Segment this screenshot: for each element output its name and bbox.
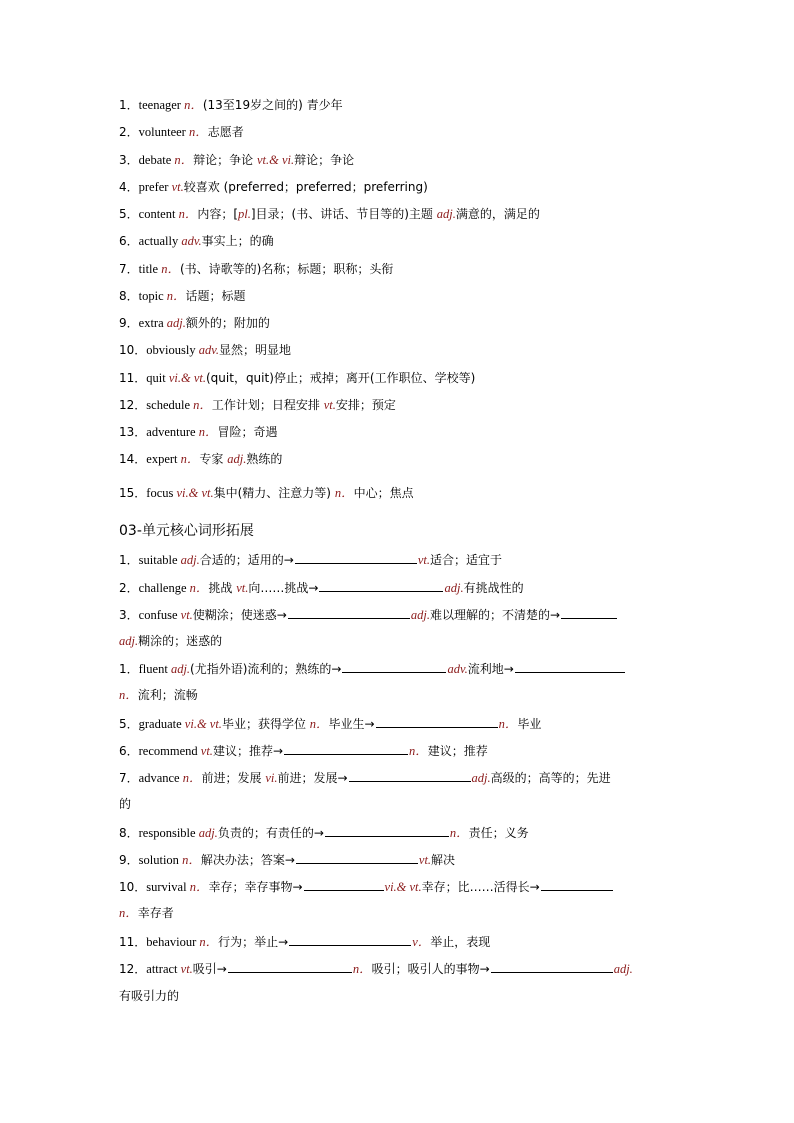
vocab-word: quit xyxy=(146,371,166,385)
definition: ]目录；(书、讲话、节目等的)主题 xyxy=(250,207,437,221)
definition: 挑战 xyxy=(208,581,237,595)
item-number: 6． xyxy=(119,234,139,248)
section-heading: 03-单元核心词形拓展 xyxy=(119,523,254,539)
item-number: 12． xyxy=(119,398,147,412)
item-number: 1． xyxy=(119,662,139,676)
part-of-speech: adj. xyxy=(177,553,200,567)
item-number: 11． xyxy=(119,935,147,949)
definition: 话题；标题 xyxy=(185,289,246,303)
vocab-item-actually xyxy=(119,233,274,249)
vocab-word: content xyxy=(138,207,176,221)
expansion-item-advance xyxy=(119,769,611,786)
expansion-item-survival-cont xyxy=(119,905,174,921)
answer-blank[interactable] xyxy=(515,660,625,673)
part-of-speech: pl. xyxy=(238,207,251,221)
vocab-word: challenge xyxy=(138,581,187,595)
part-of-speech: vt.& vi. xyxy=(256,153,295,167)
part-of-speech: n． xyxy=(119,906,138,920)
part-of-speech: n． xyxy=(186,880,209,894)
item-number: 5． xyxy=(119,717,139,731)
expansion-item-responsible xyxy=(119,824,529,841)
part-of-speech: adj. xyxy=(195,826,218,840)
answer-blank[interactable] xyxy=(288,606,410,619)
part-of-speech: vi.& vt. xyxy=(173,486,214,500)
part-of-speech: n． xyxy=(185,125,208,139)
part-of-speech: n． xyxy=(177,452,200,466)
part-of-speech: n． xyxy=(190,398,212,412)
vocab-word: behaviour xyxy=(146,935,197,949)
definition: 志愿者 xyxy=(207,125,244,139)
definition: 流利；流畅 xyxy=(137,688,198,702)
part-of-speech: vt. xyxy=(418,853,432,867)
part-of-speech: n． xyxy=(334,486,354,500)
definition: (尤指外语)流利的；熟练的→ xyxy=(190,662,342,676)
part-of-speech: adv. xyxy=(178,234,202,248)
answer-blank[interactable] xyxy=(349,769,471,782)
vocab-word: expert xyxy=(146,452,178,466)
expansion-item-survival xyxy=(119,878,614,895)
vocab-word: volunteer xyxy=(138,125,186,139)
item-number: 6． xyxy=(119,744,139,758)
item-number: 8． xyxy=(119,826,139,840)
item-number: 10． xyxy=(119,343,147,357)
vocab-word: teenager xyxy=(138,98,181,112)
item-number: 2． xyxy=(119,125,139,139)
definition: 集中(精力、注意力等) xyxy=(213,486,335,500)
definition: 幸存者 xyxy=(137,906,174,920)
part-of-speech: n． xyxy=(180,98,203,112)
part-of-speech: n． xyxy=(163,289,186,303)
part-of-speech: n． xyxy=(449,826,469,840)
vocab-word: confuse xyxy=(138,608,178,622)
definition: 辩论；争论 xyxy=(294,153,355,167)
definition: 事实上；的确 xyxy=(201,234,274,248)
item-number: 14． xyxy=(119,452,147,466)
part-of-speech: vi.& vt. xyxy=(181,717,222,731)
part-of-speech: n． xyxy=(196,935,219,949)
definition: 显然；明显地 xyxy=(218,343,291,357)
item-number: 10． xyxy=(119,880,147,894)
item-number: 4． xyxy=(119,180,139,194)
part-of-speech: adj. xyxy=(410,608,430,622)
vocab-item-prefer xyxy=(119,179,428,195)
item-number: 3． xyxy=(119,153,139,167)
vocab-word: actually xyxy=(138,234,179,248)
vocab-word: prefer xyxy=(138,180,169,194)
item-number: 5． xyxy=(119,207,139,221)
part-of-speech: vi.& vt. xyxy=(165,371,206,385)
vocab-word: title xyxy=(138,262,159,276)
definition: 安排；预定 xyxy=(335,398,396,412)
item-number: 8． xyxy=(119,289,139,303)
definition: 向……挑战→ xyxy=(248,581,319,595)
item-number: 7． xyxy=(119,262,139,276)
vocab-word: responsible xyxy=(138,826,196,840)
vocab-item-focus xyxy=(119,485,414,501)
part-of-speech: n． xyxy=(178,853,201,867)
definition: (13至19岁之间的) 青少年 xyxy=(202,98,343,112)
part-of-speech: v． xyxy=(412,935,431,949)
definition: 解决 xyxy=(431,853,456,867)
definition: 的 xyxy=(119,797,132,811)
definition: 中心；焦点 xyxy=(353,486,414,500)
definition: (quit，quit)停止；戒掉；离开(工作职位、学校等) xyxy=(206,371,476,385)
definition: 负责的；有责任的→ xyxy=(217,826,324,840)
definition: 高级的；高等的；先进 xyxy=(490,771,611,785)
part-of-speech: adj. xyxy=(444,581,464,595)
part-of-speech: n． xyxy=(119,688,138,702)
definition: 流利地→ xyxy=(467,662,514,676)
vocab-word: extra xyxy=(138,316,164,330)
definition: 熟练的 xyxy=(246,452,283,466)
vocab-item-quit xyxy=(119,370,475,386)
answer-blank[interactable] xyxy=(541,878,613,891)
part-of-speech: adj. xyxy=(613,962,633,976)
definition: 吸引→ xyxy=(192,962,227,976)
vocab-item-volunteer xyxy=(119,124,244,140)
answer-blank[interactable] xyxy=(304,878,384,891)
item-number: 9． xyxy=(119,853,139,867)
vocab-word: focus xyxy=(146,486,174,500)
answer-blank[interactable] xyxy=(295,551,417,564)
vocab-word: debate xyxy=(138,153,172,167)
vocab-item-schedule xyxy=(119,397,396,413)
vocab-word: advance xyxy=(138,771,180,785)
part-of-speech: adv. xyxy=(447,662,468,676)
vocab-word: topic xyxy=(138,289,164,303)
vocab-word: fluent xyxy=(138,662,168,676)
definition: 难以理解的；不清楚的→ xyxy=(429,608,561,622)
part-of-speech: vt. xyxy=(323,398,336,412)
definition: (书、诗歌等的)名称；标题；职称；头衔 xyxy=(179,262,394,276)
expansion-item-challenge xyxy=(119,579,524,596)
vocab-item-content xyxy=(119,206,540,222)
part-of-speech: n． xyxy=(195,425,218,439)
part-of-speech: vt. xyxy=(417,553,430,567)
part-of-speech: n． xyxy=(158,262,180,276)
vocab-word: attract xyxy=(146,962,178,976)
part-of-speech: n． xyxy=(352,962,372,976)
vocab-item-debate xyxy=(119,152,354,168)
expansion-item-attract-cont xyxy=(119,988,179,1004)
expansion-item-fluent xyxy=(119,660,626,677)
answer-blank[interactable] xyxy=(561,606,617,619)
expansion-item-confuse-cont xyxy=(119,633,222,649)
answer-blank[interactable] xyxy=(491,960,613,973)
expansion-item-recommend xyxy=(119,742,488,759)
definition: 幸存；幸存事物→ xyxy=(208,880,303,894)
vocab-item-adventure xyxy=(119,424,277,440)
item-number: 12． xyxy=(119,962,147,976)
expansion-item-attract xyxy=(119,960,633,977)
item-number: 1． xyxy=(119,98,139,112)
expansion-item-fluent-cont xyxy=(119,687,198,703)
vocab-item-expert xyxy=(119,451,282,467)
expansion-item-graduate xyxy=(119,715,541,732)
answer-blank[interactable] xyxy=(289,933,411,946)
definition: 毕业生→ xyxy=(328,717,375,731)
part-of-speech: vi. xyxy=(265,771,278,785)
definition: 建议；推荐 xyxy=(427,744,488,758)
vocab-item-title xyxy=(119,261,393,277)
definition: 适合；适宜于 xyxy=(429,553,502,567)
expansion-item-advance-cont xyxy=(119,796,131,812)
answer-blank[interactable] xyxy=(228,960,352,973)
definition: 较喜欢 (preferred；preferred；preferring) xyxy=(183,180,428,194)
definition: 幸存；比……活得长→ xyxy=(421,880,540,894)
part-of-speech: n． xyxy=(179,771,202,785)
definition: 糊涂的；迷惑的 xyxy=(138,634,223,648)
expansion-item-solution xyxy=(119,851,455,868)
part-of-speech: adj. xyxy=(436,207,456,221)
definition: 毕业；获得学位 xyxy=(221,717,310,731)
part-of-speech: n． xyxy=(186,581,209,595)
answer-blank[interactable] xyxy=(319,579,443,592)
expansion-item-confuse xyxy=(119,606,618,623)
vocab-item-teenager xyxy=(119,97,343,113)
vocab-item-obviously xyxy=(119,342,291,358)
expansion-item-behaviour xyxy=(119,933,490,950)
definition: 毕业 xyxy=(517,717,542,731)
part-of-speech: adj. xyxy=(471,771,491,785)
item-number: 7． xyxy=(119,771,139,785)
expansion-item-suitable xyxy=(119,551,502,568)
definition: 建议；推荐→ xyxy=(212,744,283,758)
part-of-speech: adj. xyxy=(163,316,186,330)
vocab-item-topic xyxy=(119,288,246,304)
definition: 辩论；争论 xyxy=(193,153,257,167)
definition: 额外的；附加的 xyxy=(185,316,270,330)
definition: 行为；举止→ xyxy=(218,935,289,949)
part-of-speech: vt. xyxy=(168,180,184,194)
item-number: 15． xyxy=(119,486,147,500)
part-of-speech: n． xyxy=(409,744,428,758)
vocab-word: suitable xyxy=(138,553,178,567)
vocab-word: schedule xyxy=(146,398,191,412)
definition: 有吸引力的 xyxy=(119,989,180,1003)
definition: 解决办法；答案→ xyxy=(200,853,295,867)
item-number: 3． xyxy=(119,608,139,622)
definition: 合适的；适用的→ xyxy=(199,553,294,567)
vocab-word: adventure xyxy=(146,425,196,439)
part-of-speech: n． xyxy=(498,717,518,731)
item-number: 1． xyxy=(119,553,139,567)
part-of-speech: vt. xyxy=(177,962,193,976)
definition: 内容；[ xyxy=(197,207,239,221)
definition: 有挑战性的 xyxy=(463,581,524,595)
part-of-speech: adv. xyxy=(195,343,219,357)
part-of-speech: n． xyxy=(309,717,329,731)
item-number: 9． xyxy=(119,316,139,330)
part-of-speech: vt. xyxy=(197,744,213,758)
item-number: 13． xyxy=(119,425,147,439)
part-of-speech: vi.& vt. xyxy=(384,880,422,894)
answer-blank[interactable] xyxy=(325,824,449,837)
definition: 举止，表现 xyxy=(430,935,491,949)
definition: 满意的，满足的 xyxy=(455,207,540,221)
item-number: 11． xyxy=(119,371,147,385)
part-of-speech: vt. xyxy=(177,608,193,622)
vocab-word: recommend xyxy=(138,744,198,758)
definition: 冒险；奇遇 xyxy=(217,425,278,439)
answer-blank[interactable] xyxy=(284,742,408,755)
answer-blank[interactable] xyxy=(342,660,446,673)
definition: 专家 xyxy=(199,452,228,466)
definition: 前进；发展 xyxy=(201,771,266,785)
definition: 吸引；吸引人的事物→ xyxy=(371,962,490,976)
definition: 责任；义务 xyxy=(468,826,529,840)
part-of-speech: adj. xyxy=(119,634,139,648)
part-of-speech: n． xyxy=(175,207,198,221)
vocab-word: graduate xyxy=(138,717,182,731)
vocab-item-extra xyxy=(119,315,270,331)
part-of-speech: adj. xyxy=(227,452,247,466)
part-of-speech: n． xyxy=(171,153,194,167)
definition: 使糊涂；使迷惑→ xyxy=(192,608,287,622)
part-of-speech: vt. xyxy=(236,581,249,595)
vocab-word: survival xyxy=(146,880,187,894)
answer-blank[interactable] xyxy=(376,715,498,728)
definition: 工作计划；日程安排 xyxy=(211,398,324,412)
vocab-word: obviously xyxy=(146,343,196,357)
part-of-speech: adj. xyxy=(167,662,191,676)
answer-blank[interactable] xyxy=(296,851,418,864)
definition: 前进；发展→ xyxy=(277,771,348,785)
item-number: 2． xyxy=(119,581,139,595)
vocab-word: solution xyxy=(138,853,179,867)
